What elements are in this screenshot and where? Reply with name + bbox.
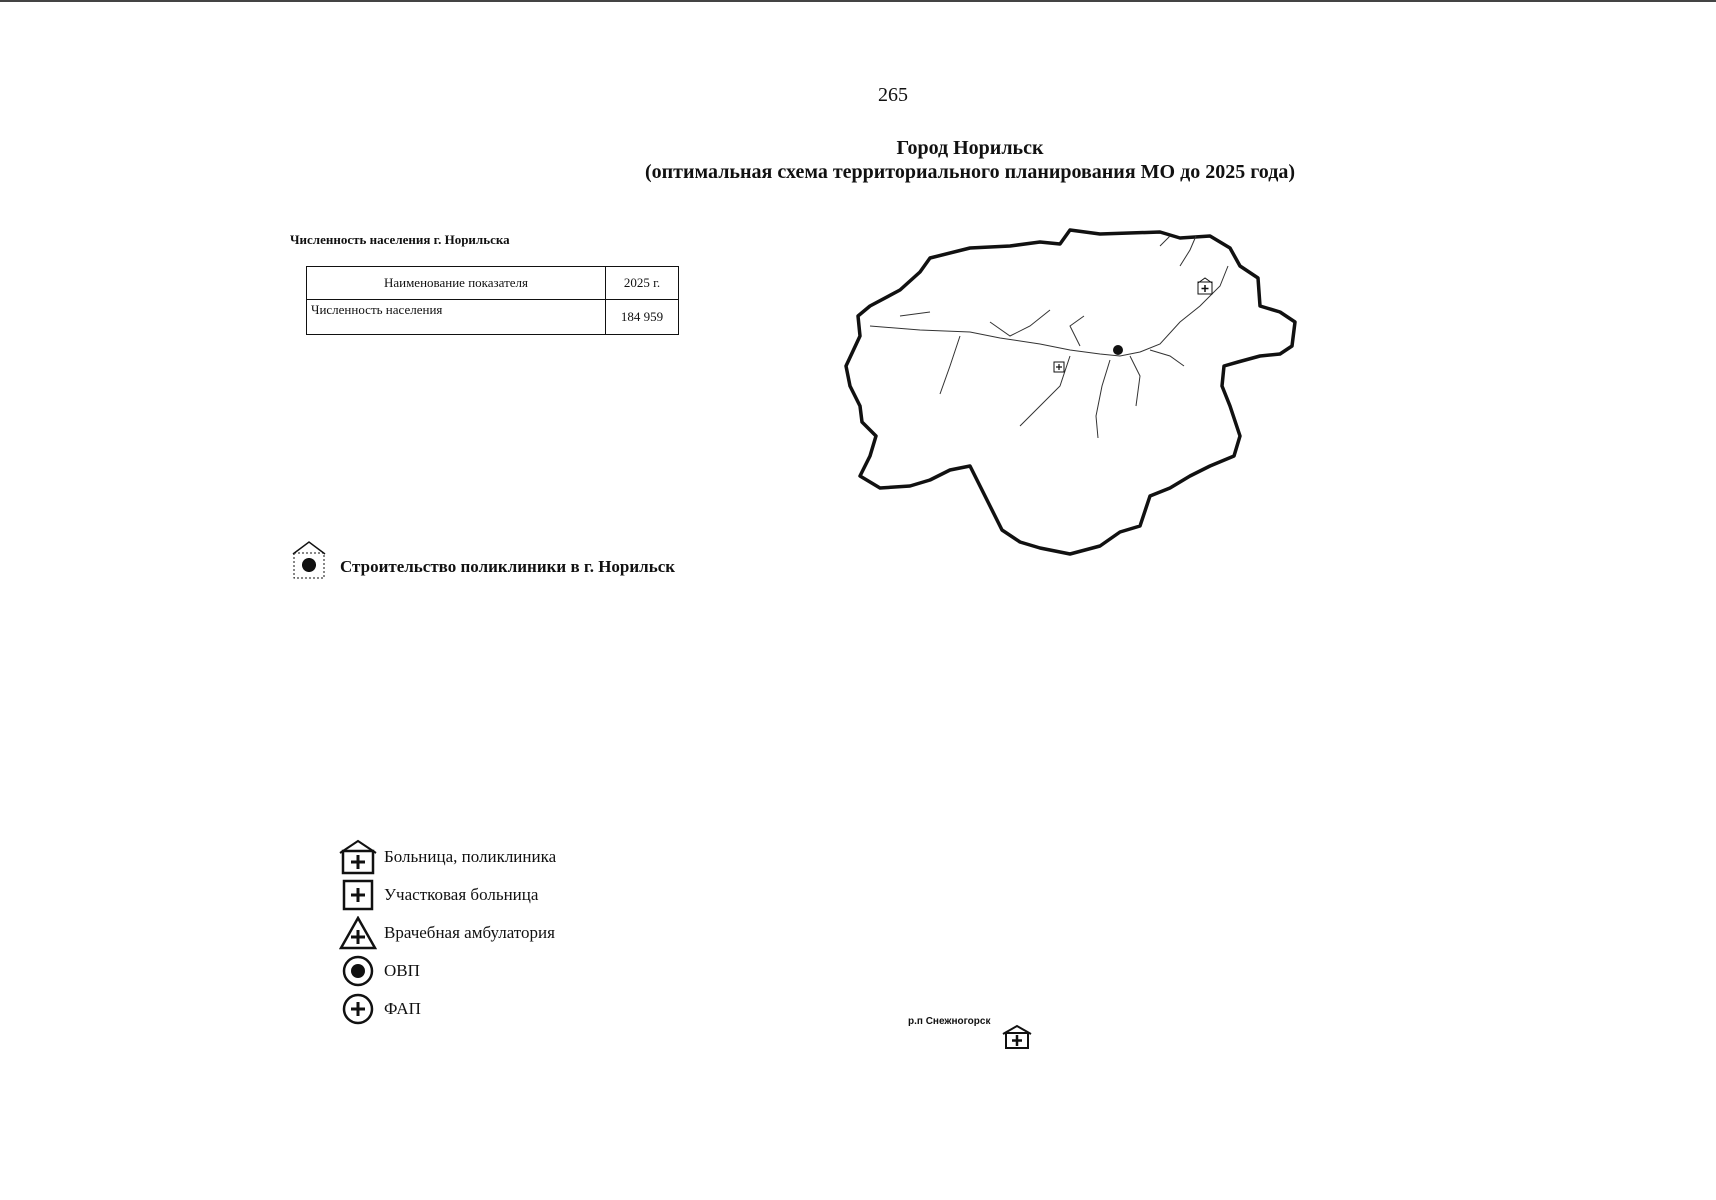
legend-item xyxy=(338,914,556,952)
title-line-2: (оптимальная схема территориального планирования МО до 2025 года) xyxy=(645,161,1295,183)
page-top-border xyxy=(0,0,1716,2)
legend-label: ФАП xyxy=(384,999,421,1018)
norilsk-territory-map xyxy=(840,226,1400,586)
fap-icon xyxy=(341,992,375,1026)
legend-label: Участковая больница xyxy=(384,885,539,904)
hospital-polyclinic-icon xyxy=(1002,1024,1032,1050)
settlement-hospital-icon xyxy=(1198,278,1212,294)
snezhnogorsk-label: р.п Снежногорск xyxy=(908,1016,991,1027)
settlement-clinic-icon xyxy=(1054,362,1064,372)
district-hospital-icon xyxy=(340,877,376,913)
territory-boundary xyxy=(846,230,1295,554)
population-table-caption: Численность населения г. Норильска xyxy=(290,232,510,247)
legend-label: ОВП xyxy=(384,961,420,980)
legend-label: Больница, поликлиника xyxy=(384,847,557,866)
ovp-icon xyxy=(341,954,375,988)
map-legend xyxy=(338,838,556,1028)
table-cell-value: 184 959 xyxy=(606,300,679,335)
construction-note xyxy=(290,540,675,580)
legend-item xyxy=(338,952,556,990)
table-row xyxy=(307,300,679,335)
medical-ambulatory-icon xyxy=(339,916,377,950)
table-cell-indicator: Численность населения xyxy=(307,300,606,335)
legend-item xyxy=(338,876,556,914)
title-line-1: Город Норильск xyxy=(896,137,1044,159)
legend-item xyxy=(338,990,556,1028)
table-header-row xyxy=(307,267,679,300)
norilsk-city-marker xyxy=(1113,345,1123,355)
legend-item xyxy=(338,838,556,876)
hospital-polyclinic-icon xyxy=(338,839,378,875)
legend-label: Врачебная амбулатория xyxy=(384,923,555,942)
page-number: 265 xyxy=(878,84,908,106)
table-header-indicator: Наименование показателя xyxy=(307,267,606,300)
page-title xyxy=(620,136,1320,184)
table-header-year: 2025 г. xyxy=(606,267,679,300)
polyclinic-house-icon xyxy=(290,540,328,580)
population-table xyxy=(306,266,679,335)
construction-text: Строительство поликлиники в г. Норильск xyxy=(340,557,676,576)
